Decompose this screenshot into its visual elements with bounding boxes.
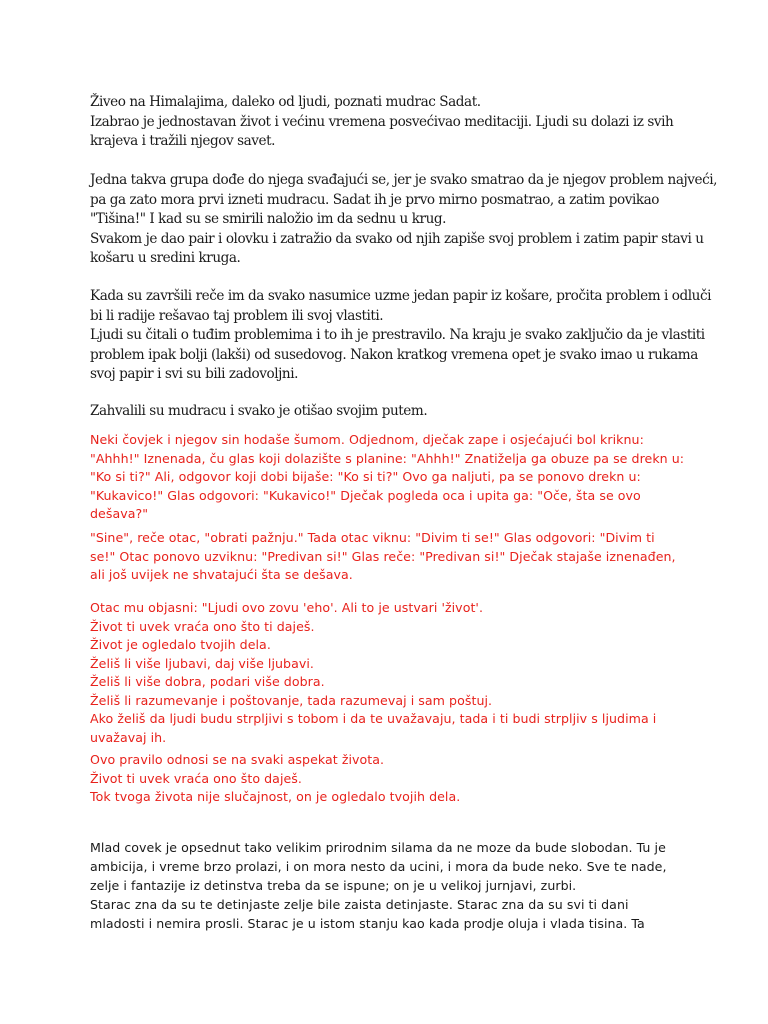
text-line: Život ti uvek vraća ono što daješ.	[90, 770, 302, 786]
text-line: Želiš li više dobra, podari više dobra.	[90, 674, 325, 689]
text-line: Zahvalili su mudracu i svako je otišao svojim putem.	[90, 403, 428, 419]
story3-paragraph-1	[90, 838, 690, 933]
text-line: "Ahhh!" Iznenada, ču glas koji dolazište s planine: "Ahhh!" Znatiželja ga obuze pa se drekn u:	[90, 450, 685, 466]
story1-paragraph-4	[90, 402, 690, 422]
text-line: bi li radije rešavao taj problem ili svoj vlastiti.	[90, 307, 384, 324]
text-line: Neki čovjek i njegov sin hodaše šumom. Odjednom, dječak zape i osjećajući bol kriknu:	[90, 432, 644, 447]
text-line: "Ko si ti?" Ali, odgovor koji dobi bijaše: "Ko si ti?" Ovo ga naljuti, pa se ponovo drekn u:	[90, 469, 641, 484]
story2-paragraph-1	[90, 431, 690, 524]
text-line: dešava?"	[90, 506, 149, 521]
text-line: Želiš li više ljubavi, daj više ljubavi.	[90, 655, 314, 671]
text-line: Ljudi su čitali o tuđim problemima i to ih je prestravilo. Na kraju je svako zaključio da je vlastiti	[90, 327, 705, 343]
text-line: Život je ogledalo tvojih dela.	[90, 637, 271, 652]
text-line: svoj papir i svi su bili zadovoljni.	[90, 366, 298, 382]
story2-paragraph-2	[90, 529, 690, 585]
text-line: Svakom je dao pair i olovku i zatražio da svako od njih zapiše svoj problem i zatim papir stavi u	[90, 230, 704, 247]
text-line: pa ga zato mora prvi izneti mudracu. Sadat ih je prvo mirno posmatrao, a zatim povikao	[90, 191, 660, 208]
text-line: "Tišina!" I kad su se smirili naložio im da sednu u krug.	[90, 211, 446, 227]
text-line: Jedna takva grupa dođe do njega svađajući se, jer je svako smatrao da je njegov problem najveći,	[90, 172, 718, 188]
text-line: Tok tvoga života nije slučajnost, on je ogledalo tvojih dela.	[90, 789, 461, 804]
text-line: Otac mu objasni: "Ljudi ovo zovu 'eho'. Ali to je ustvari 'život'.	[90, 600, 483, 615]
text-line: zelje i fantazije iz detinstva treba da se ispune; on je u velikoj jurnjavi, zurbi.	[90, 878, 577, 893]
text-line: Ovo pravilo odnosi se na svaki aspekat života.	[90, 752, 385, 767]
text-line: Mlad covek je opsednut tako velikim prirodnim silama da ne moze da bude slobodan. Tu je	[90, 840, 666, 855]
text-line: mladosti i nemira prosli. Starac je u istom stanju kao kada prodje oluja i vlada tisina. Ta	[90, 916, 645, 931]
story1-paragraph-3	[90, 287, 712, 385]
text-line: krajeva i tražili njegov savet.	[90, 133, 276, 149]
story2-paragraph-4	[90, 751, 690, 807]
text-line: "Sine", reče otac, "obrati pažnju." Tada otac viknu: "Divim ti se!" Glas odgovori: "Divim ti	[90, 530, 655, 545]
text-line: problem ipak bolji (lakši) od susedovog. Nakon kratkog vremena opet je svako imao u rukama	[90, 346, 698, 363]
text-line: košaru u sredini kruga.	[90, 250, 241, 266]
text-line: Živeo na Himalajima, daleko od ljudi, poznati mudrac Sadat.	[90, 94, 481, 110]
story1-paragraph-2	[90, 171, 718, 269]
text-line: ambicija, i vreme brzo prolazi, i on mora nesto da ucini, i mora da bude neko. Sve te nade,	[90, 859, 667, 874]
text-line: Izabrao je jednostavan život i većinu vremena posvećivao meditaciji. Ljudi su dolazi iz svih	[90, 113, 674, 130]
text-line: se!" Otac ponovo uzviknu: "Predivan si!" Glas reče: "Predivan si!" Dječak stajaše iznenađen,	[90, 548, 676, 564]
text-line: Život ti uvek vraća ono što ti daješ.	[90, 618, 315, 634]
text-line: Kada su završili reče im da svako nasumice uzme jedan papir iz košare, pročita problem i odluči	[90, 288, 712, 304]
text-line: Ako želiš da ljudi budu strpljivi s tobom i da te uvažavaju, tada i ti budi strpljiv s ljudima i	[90, 711, 657, 726]
text-line: uvažavaj ih.	[90, 729, 167, 745]
text-line: "Kukavico!" Glas odgovori: "Kukavico!" Dječak pogleda oca i upita ga: "Oče, šta se ovo	[90, 487, 641, 503]
story1-paragraph-1	[90, 93, 690, 152]
text-line: Želiš li razumevanje i poštovanje, tada razumevaj i sam poštuj.	[90, 692, 493, 708]
text-line: ali još uvijek ne shvatajući šta se dešava.	[90, 567, 353, 582]
text-line: Starac zna da su te detinjaste zelje bile zaista detinjaste. Starac zna da su svi ti dani	[90, 897, 629, 912]
story2-paragraph-3	[90, 599, 690, 747]
